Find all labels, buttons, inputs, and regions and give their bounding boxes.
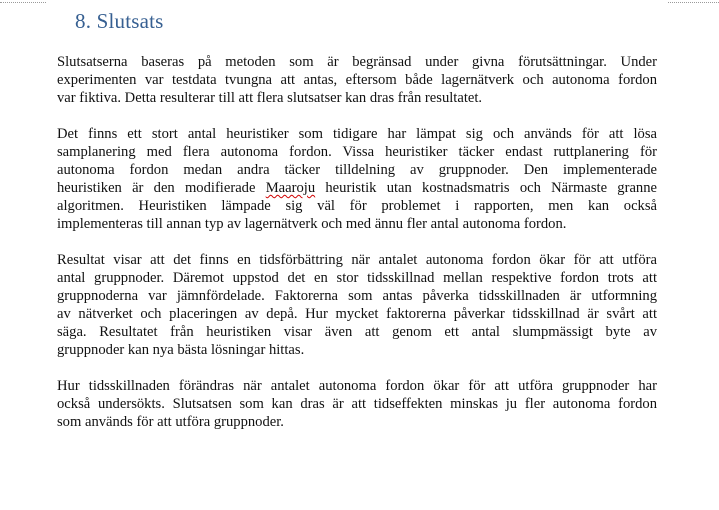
text-line: antal gruppnoder. Däremot uppstod det en stor tidsskillnad mellan respektive fordon trots att xyxy=(57,270,657,286)
text-line: som används för att utföra gruppnoder. xyxy=(57,414,284,430)
text-line: var fiktiva. Detta resulterar till att flera slutsatser kan dras från resultatet. xyxy=(57,90,483,106)
page-corner-mark-left xyxy=(0,2,46,3)
text-line: heuristiken är den modifierade Maaroju heuristik utan kostnadsmatris och Närmaste granne xyxy=(57,180,657,196)
text-line: Det finns ett stort antal heuristiker som tidigare har lämpat sig och används för att lösa xyxy=(57,126,657,142)
text-line: Resultat visar att det finns en tidsförbättring när antalet autonoma fordon ökar för att utföra xyxy=(57,252,657,268)
text-line: experimenten var testdata tvungna att antas, eftersom både lagernätverk och autonoma fordon xyxy=(57,72,657,88)
paragraph xyxy=(57,377,657,431)
text-line: av nätverket och placeringen av depå. Hur mycket faktorerna påverkar tidsskillnad är svårt att xyxy=(57,306,657,322)
text-line: algoritmen. Heuristiken lämpade sig väl för problemet i rapporten, men kan också xyxy=(57,198,657,214)
text-line: Hur tidsskillnaden förändras när antalet autonoma fordon ökar för att utföra gruppnoder har xyxy=(57,378,657,394)
text-line: också undersökts. Slutsatsen som kan dras är att tidseffekten minskas ju fler autonoma fordon xyxy=(57,396,657,412)
text-line: gruppnoderna var jämnfördelade. Faktorerna som antas påverka tidsskillnaden är utformning xyxy=(57,288,657,304)
paragraph xyxy=(57,125,657,233)
text-line: gruppnoder kan nya bästa lösningar hittas. xyxy=(57,342,305,358)
spellcheck-flagged-word[interactable]: Maaroju xyxy=(265,180,316,196)
text-line: autonoma fordon medan andra täcker tilldelning av gruppnoder. Den implementerade xyxy=(57,162,657,178)
text-line: implementeras till annan typ av lagernätverk och med ännu fler antal autonoma fordon. xyxy=(57,216,567,232)
paragraph xyxy=(57,53,657,107)
paragraph xyxy=(57,251,657,359)
section-heading: 8. Slutsats xyxy=(75,9,164,33)
text-line: Slutsatserna baseras på metoden som är begränsad under givna förutsättningar. Under xyxy=(57,54,657,70)
page-corner-mark-right xyxy=(668,2,719,3)
text-line: samplanering med flera autonoma fordon. Vissa heuristiker täcker endast ruttplanering för xyxy=(57,144,657,160)
text-line: säga. Resultatet från heuristiken visar även att genom ett antal slumpmässigt byte av xyxy=(57,324,657,340)
